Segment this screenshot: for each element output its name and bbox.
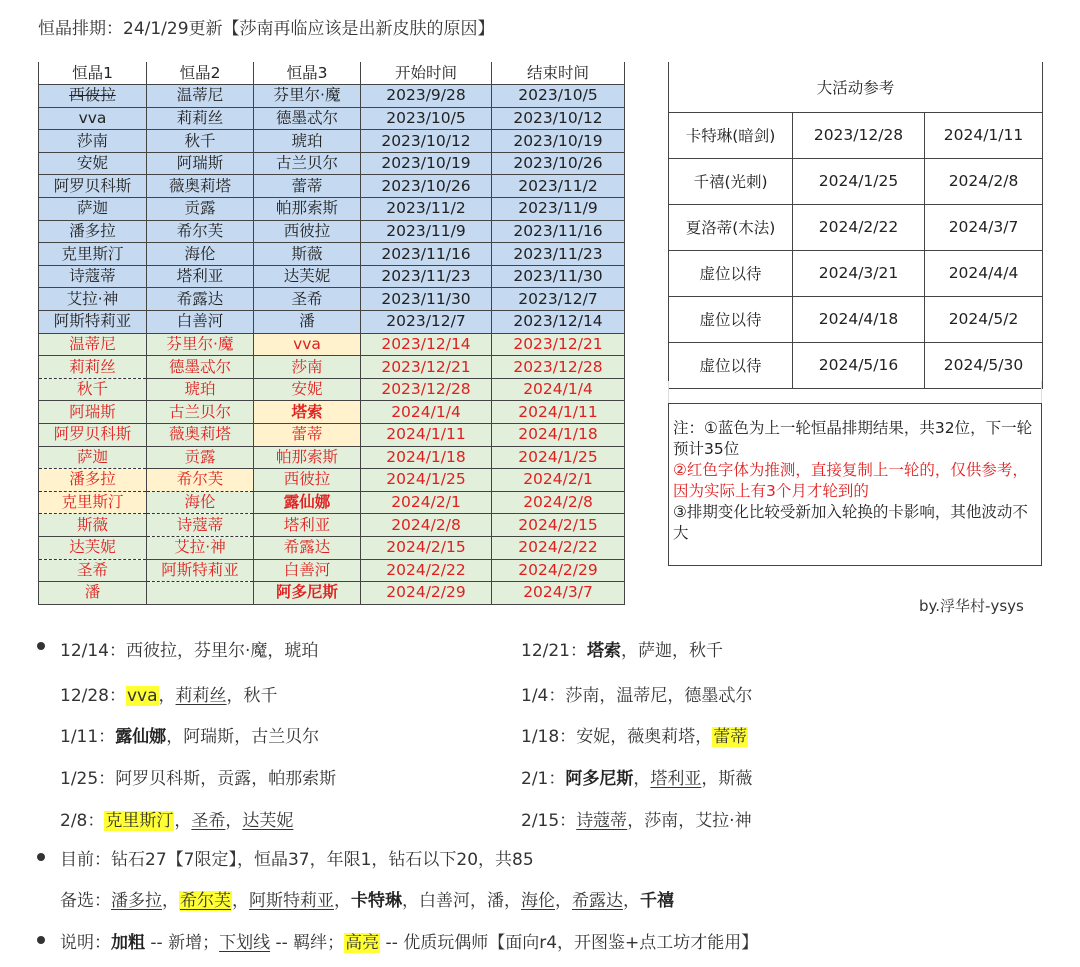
schedule-cell: 克里斯汀 xyxy=(39,491,147,514)
legend-prefix: 说明： xyxy=(60,933,111,953)
legend-bold-desc: -- 新增； xyxy=(145,933,220,953)
author-credit: by.浮华村-ysys xyxy=(919,597,1024,615)
week-line: 1/4：莎南，温蒂尼，德墨忒尔 xyxy=(521,686,753,706)
schedule-cell: 2023/10/12 xyxy=(361,130,492,153)
schedule-cell: 古兰贝尔 xyxy=(147,401,254,424)
name-item: 潘多拉 xyxy=(111,891,162,911)
name-item: 阿多尼斯 xyxy=(565,769,634,789)
week-date: 1/18： xyxy=(521,727,577,747)
event-row xyxy=(669,158,1043,204)
week-line: 1/18：安妮，薇奥莉塔，蕾蒂 xyxy=(521,727,748,747)
alternates-line: 备选：潘多拉，希尔芙，阿斯特莉亚，卡特琳，白善河，潘，海伦，希露达，千禧 xyxy=(60,891,674,911)
event-cell: 2024/2/8 xyxy=(925,158,1043,204)
schedule-cell: 2023/12/7 xyxy=(361,311,492,334)
week-date: 12/28： xyxy=(60,686,126,706)
schedule-cell: 薇奥莉塔 xyxy=(147,424,254,447)
schedule-cell: 希尔芙 xyxy=(147,469,254,492)
name-item: 帕那索斯 xyxy=(268,769,337,789)
schedule-cell: 2023/11/30 xyxy=(492,265,625,288)
schedule-row xyxy=(39,130,625,153)
alternates-label: 备选： xyxy=(60,891,111,911)
schedule-cell: 秋千 xyxy=(39,378,147,401)
schedule-cell: 2023/12/14 xyxy=(361,333,492,356)
legend-line xyxy=(60,928,758,953)
schedule-cell: 2024/1/4 xyxy=(361,401,492,424)
name-item: 克里斯汀 xyxy=(105,811,174,831)
schedule-cell: 2024/1/18 xyxy=(361,446,492,469)
schedule-cell: 2023/11/2 xyxy=(492,175,625,198)
week-date: 12/14： xyxy=(60,641,126,661)
schedule-cell: 斯薇 xyxy=(254,243,361,266)
schedule-cell: 德墨忒尔 xyxy=(254,107,361,130)
schedule-cell: 阿罗贝科斯 xyxy=(39,424,147,447)
name-item: vva xyxy=(127,686,158,706)
event-cell: 2024/4/18 xyxy=(793,296,925,342)
schedule-cell: 斯薇 xyxy=(39,514,147,537)
name-item: 西彼拉 xyxy=(126,641,177,661)
event-cell: 2024/4/4 xyxy=(925,250,1043,296)
schedule-cell: 2024/1/11 xyxy=(492,401,625,424)
event-row xyxy=(669,112,1043,158)
bullet-dot xyxy=(37,642,45,650)
schedule-cell: 莎南 xyxy=(39,130,147,153)
event-table-title: 大活动参考 xyxy=(669,62,1043,112)
schedule-cell: 西彼拉 xyxy=(254,469,361,492)
schedule-cell: 2023/10/5 xyxy=(361,107,492,130)
name-item: 贡露 xyxy=(217,769,252,789)
schedule-cell: 蕾蒂 xyxy=(254,424,361,447)
schedule-cell: 2023/10/26 xyxy=(492,152,625,175)
schedule-cell: 2023/12/7 xyxy=(492,288,625,311)
schedule-row xyxy=(39,265,625,288)
week-date: 2/15： xyxy=(521,811,577,831)
schedule-cell: 2023/10/12 xyxy=(492,107,625,130)
name-item: 白善河 xyxy=(419,891,470,911)
schedule-cell: 德墨忒尔 xyxy=(147,356,254,379)
event-cell: 2024/3/21 xyxy=(793,250,925,296)
schedule-cell: 圣希 xyxy=(254,288,361,311)
event-table xyxy=(668,62,1043,389)
schedule-row xyxy=(39,356,625,379)
name-item: 希尔芙 xyxy=(180,891,231,911)
schedule-cell: 潘 xyxy=(254,311,361,334)
header-cell: 开始时间 xyxy=(361,62,492,85)
schedule-cell: 潘多拉 xyxy=(39,220,147,243)
schedule-cell: 潘多拉 xyxy=(39,469,147,492)
schedule-cell: 2023/12/28 xyxy=(361,378,492,401)
name-item: 千禧 xyxy=(640,891,674,911)
week-date: 1/25： xyxy=(60,769,116,789)
schedule-cell: 2023/11/9 xyxy=(492,198,625,221)
schedule-cell: 2023/11/9 xyxy=(361,220,492,243)
week-line: 1/11：露仙娜，阿瑞斯，古兰贝尔 xyxy=(60,727,320,747)
schedule-cell: 琥珀 xyxy=(147,378,254,401)
schedule-cell: 西彼拉 xyxy=(254,220,361,243)
schedule-row xyxy=(39,582,625,605)
schedule-cell: 达芙妮 xyxy=(39,536,147,559)
week-line: 2/8：克里斯汀，圣希，达芙妮 xyxy=(60,811,294,831)
schedule-cell: 2024/1/18 xyxy=(492,424,625,447)
schedule-cell: 芬里尔·魔 xyxy=(147,333,254,356)
event-cell: 2024/1/11 xyxy=(925,112,1043,158)
name-item: 塔索 xyxy=(587,641,621,661)
schedule-cell: 2024/2/22 xyxy=(361,559,492,582)
week-line: 12/21：塔索，萨迦，秋千 xyxy=(521,641,723,661)
schedule-cell: 诗蔻蒂 xyxy=(39,265,147,288)
schedule-cell: 温蒂尼 xyxy=(39,333,147,356)
schedule-cell: 2023/11/23 xyxy=(492,243,625,266)
schedule-cell: 西彼拉 xyxy=(39,85,147,108)
name-item: 诗蔻蒂 xyxy=(576,811,628,831)
schedule-cell: 阿斯特莉亚 xyxy=(39,311,147,334)
schedule-cell: 萨迦 xyxy=(39,446,147,469)
event-cell: 2024/3/7 xyxy=(925,204,1043,250)
schedule-cell: 2024/2/1 xyxy=(492,469,625,492)
schedule-row xyxy=(39,401,625,424)
legend-underline: 下划线 xyxy=(219,933,271,953)
page-title: 恒晶排期：24/1/29更新【莎南再临应该是出新皮肤的原因】 xyxy=(38,19,495,39)
schedule-cell: 贡露 xyxy=(147,446,254,469)
current-summary: 目前：钻石27【7限定】，恒晶37，年限1，钻石以下20，共85 xyxy=(60,850,534,870)
name-item: 海伦 xyxy=(521,891,555,911)
week-date: 1/4： xyxy=(521,686,566,706)
event-row xyxy=(669,296,1043,342)
name-item: 古兰贝尔 xyxy=(251,727,320,747)
schedule-cell: 塔索 xyxy=(254,401,361,424)
event-cell: 2024/5/16 xyxy=(793,342,925,388)
schedule-cell: 阿罗贝科斯 xyxy=(39,175,147,198)
legend-bold: 加粗 xyxy=(111,933,145,953)
schedule-cell: 安妮 xyxy=(254,378,361,401)
schedule-cell: 莉莉丝 xyxy=(39,356,147,379)
schedule-cell: 阿瑞斯 xyxy=(39,401,147,424)
week-date: 12/21： xyxy=(521,641,587,661)
schedule-row xyxy=(39,378,625,401)
schedule-cell: 2023/12/21 xyxy=(361,356,492,379)
schedule-cell: 塔利亚 xyxy=(147,265,254,288)
schedule-cell xyxy=(147,582,254,605)
schedule-cell: 希露达 xyxy=(254,536,361,559)
legend-highlight: 高亮 xyxy=(345,933,380,953)
schedule-cell: 2023/12/21 xyxy=(492,333,625,356)
header-cell: 恒晶2 xyxy=(147,62,254,85)
name-item: 斯薇 xyxy=(718,769,753,789)
bullet-dot xyxy=(37,936,45,944)
name-item: 莎南 xyxy=(565,686,600,706)
schedule-cell: 2024/1/25 xyxy=(492,446,625,469)
schedule-cell: 2024/2/29 xyxy=(492,559,625,582)
name-item: 艾拉·神 xyxy=(695,811,752,831)
event-row xyxy=(669,204,1043,250)
event-cell: 千禧(光刺) xyxy=(669,158,793,204)
schedule-cell: 2023/10/5 xyxy=(492,85,625,108)
schedule-row xyxy=(39,469,625,492)
schedule-cell: 2023/10/26 xyxy=(361,175,492,198)
schedule-cell: 2024/2/8 xyxy=(361,514,492,537)
schedule-cell: 2023/11/2 xyxy=(361,198,492,221)
schedule-cell: 贡露 xyxy=(147,198,254,221)
schedule-cell: 希露达 xyxy=(147,288,254,311)
schedule-cell: 海伦 xyxy=(147,243,254,266)
schedule-cell: 莎南 xyxy=(254,356,361,379)
schedule-cell: 2024/2/29 xyxy=(361,582,492,605)
schedule-cell: 安妮 xyxy=(39,152,147,175)
schedule-cell: 潘 xyxy=(39,582,147,605)
event-table-spacer xyxy=(668,381,1042,403)
schedule-row xyxy=(39,333,625,356)
event-cell: 2024/5/30 xyxy=(925,342,1043,388)
schedule-row xyxy=(39,491,625,514)
name-item: 秋千 xyxy=(689,641,723,661)
schedule-cell: 2023/12/14 xyxy=(492,311,625,334)
schedule-cell: 2023/11/23 xyxy=(361,265,492,288)
schedule-cell: 2024/3/7 xyxy=(492,582,625,605)
schedule-cell: 莉莉丝 xyxy=(147,107,254,130)
week-line: 12/28：vva，莉莉丝，秋千 xyxy=(60,686,278,706)
schedule-cell: 露仙娜 xyxy=(254,491,361,514)
schedule-row xyxy=(39,152,625,175)
name-item: 萨迦 xyxy=(638,641,672,661)
schedule-table xyxy=(38,62,625,605)
event-cell: 2024/5/2 xyxy=(925,296,1043,342)
schedule-cell: 希尔芙 xyxy=(147,220,254,243)
schedule-cell: 诗蔻蒂 xyxy=(147,514,254,537)
header-cell: 结束时间 xyxy=(492,62,625,85)
schedule-row xyxy=(39,536,625,559)
schedule-header-row xyxy=(39,62,625,85)
schedule-row xyxy=(39,175,625,198)
name-item: 达芙妮 xyxy=(242,811,294,831)
event-cell: 2023/12/28 xyxy=(793,112,925,158)
name-item: 温蒂尼 xyxy=(616,686,668,706)
note-box xyxy=(668,403,1042,566)
schedule-row xyxy=(39,243,625,266)
name-item: 德墨忒尔 xyxy=(684,686,753,706)
name-item: 希露达 xyxy=(572,891,623,911)
schedule-cell: 2024/1/25 xyxy=(361,469,492,492)
name-item: 阿罗贝科斯 xyxy=(115,769,201,789)
name-item: 秋千 xyxy=(243,686,278,706)
schedule-cell: 2024/1/11 xyxy=(361,424,492,447)
note-line-3: ③排期变化比较受新加入轮换的卡影响，其他波动不大 xyxy=(673,503,1028,542)
name-item: 圣希 xyxy=(191,811,226,831)
name-item: 莎南 xyxy=(644,811,679,831)
schedule-cell: 2024/2/8 xyxy=(492,491,625,514)
week-line: 2/15：诗蔻蒂，莎南，艾拉·神 xyxy=(521,811,752,831)
schedule-cell: 秋千 xyxy=(147,130,254,153)
schedule-cell: 萨迦 xyxy=(39,198,147,221)
schedule-cell: 2023/11/16 xyxy=(361,243,492,266)
schedule-cell: 帕那索斯 xyxy=(254,446,361,469)
week-line: 2/1：阿多尼斯，塔利亚，斯薇 xyxy=(521,769,753,789)
schedule-row xyxy=(39,85,625,108)
event-cell: 虚位以待 xyxy=(669,342,793,388)
name-item: 阿瑞斯 xyxy=(183,727,235,747)
schedule-cell: vva xyxy=(254,333,361,356)
schedule-row xyxy=(39,220,625,243)
schedule-row xyxy=(39,424,625,447)
event-cell: 虚位以待 xyxy=(669,296,793,342)
schedule-row xyxy=(39,311,625,334)
week-date: 2/1： xyxy=(521,769,566,789)
schedule-cell: 塔利亚 xyxy=(254,514,361,537)
legend-underline-desc: -- 羁绊； xyxy=(270,933,345,953)
schedule-cell: 达芙妮 xyxy=(254,265,361,288)
schedule-cell: vva xyxy=(39,107,147,130)
schedule-cell: 2024/2/22 xyxy=(492,536,625,559)
schedule-cell: 帕那索斯 xyxy=(254,198,361,221)
note-line-1: 注：①蓝色为上一轮恒晶排期结果，共32位，下一轮预计35位 xyxy=(673,419,1033,458)
schedule-row xyxy=(39,514,625,537)
schedule-cell: 2023/9/28 xyxy=(361,85,492,108)
event-cell: 虚位以待 xyxy=(669,250,793,296)
header-cell: 恒晶1 xyxy=(39,62,147,85)
name-item: 芬里尔·魔 xyxy=(194,641,268,661)
name-item: 安妮 xyxy=(576,727,611,747)
schedule-cell: 2023/10/19 xyxy=(492,130,625,153)
name-item: 薇奥莉塔 xyxy=(627,727,696,747)
schedule-cell: 圣希 xyxy=(39,559,147,582)
schedule-cell: 2023/11/30 xyxy=(361,288,492,311)
schedule-cell: 艾拉·神 xyxy=(39,288,147,311)
schedule-cell: 芬里尔·魔 xyxy=(254,85,361,108)
schedule-cell: 2024/1/4 xyxy=(492,378,625,401)
schedule-cell: 温蒂尼 xyxy=(147,85,254,108)
schedule-cell: 古兰贝尔 xyxy=(254,152,361,175)
schedule-cell: 2023/11/16 xyxy=(492,220,625,243)
schedule-cell: 2024/2/15 xyxy=(492,514,625,537)
week-date: 1/11： xyxy=(60,727,116,747)
note-line-2: ②红色字体为推测，直接复制上一轮的，仅供参考，因为实际上有3个月才轮到的 xyxy=(673,461,1028,500)
schedule-row xyxy=(39,288,625,311)
schedule-cell: 2024/2/1 xyxy=(361,491,492,514)
name-item: 卡特琳 xyxy=(351,891,402,911)
schedule-row xyxy=(39,198,625,221)
name-item: 塔利亚 xyxy=(650,769,702,789)
name-item: 潘 xyxy=(487,891,504,911)
schedule-cell: 薇奥莉塔 xyxy=(147,175,254,198)
schedule-cell: 白善河 xyxy=(147,311,254,334)
header-cell: 恒晶3 xyxy=(254,62,361,85)
schedule-cell: 白善河 xyxy=(254,559,361,582)
schedule-cell: 2024/2/15 xyxy=(361,536,492,559)
schedule-row xyxy=(39,107,625,130)
schedule-cell: 2023/10/19 xyxy=(361,152,492,175)
schedule-cell: 阿瑞斯 xyxy=(147,152,254,175)
event-cell: 2024/1/25 xyxy=(793,158,925,204)
event-cell: 夏洛蒂(木法) xyxy=(669,204,793,250)
schedule-cell: 海伦 xyxy=(147,491,254,514)
bullet-dot xyxy=(37,853,45,861)
week-date: 2/8： xyxy=(60,811,105,831)
schedule-cell: 阿斯特莉亚 xyxy=(147,559,254,582)
schedule-cell: 2023/12/28 xyxy=(492,356,625,379)
schedule-cell: 蕾蒂 xyxy=(254,175,361,198)
name-item: 蕾蒂 xyxy=(713,727,748,747)
name-item: 阿斯特莉亚 xyxy=(249,891,334,911)
schedule-cell: 艾拉·神 xyxy=(147,536,254,559)
name-item: 露仙娜 xyxy=(115,727,167,747)
schedule-row xyxy=(39,446,625,469)
schedule-cell: 克里斯汀 xyxy=(39,243,147,266)
event-row xyxy=(669,250,1043,296)
week-line: 1/25：阿罗贝科斯，贡露，帕那索斯 xyxy=(60,769,337,789)
name-item: 琥珀 xyxy=(284,641,319,661)
schedule-cell: 琥珀 xyxy=(254,130,361,153)
event-cell: 2024/2/22 xyxy=(793,204,925,250)
legend-highlight-desc: -- 优质玩偶师【面向r4，开图鉴+点工坊才能用】 xyxy=(380,933,759,953)
schedule-row xyxy=(39,559,625,582)
week-line: 12/14：西彼拉，芬里尔·魔，琥珀 xyxy=(60,641,319,661)
event-cell: 卡特琳(暗剑) xyxy=(669,112,793,158)
schedule-cell: 阿多尼斯 xyxy=(254,582,361,605)
name-item: 莉莉丝 xyxy=(175,686,227,706)
